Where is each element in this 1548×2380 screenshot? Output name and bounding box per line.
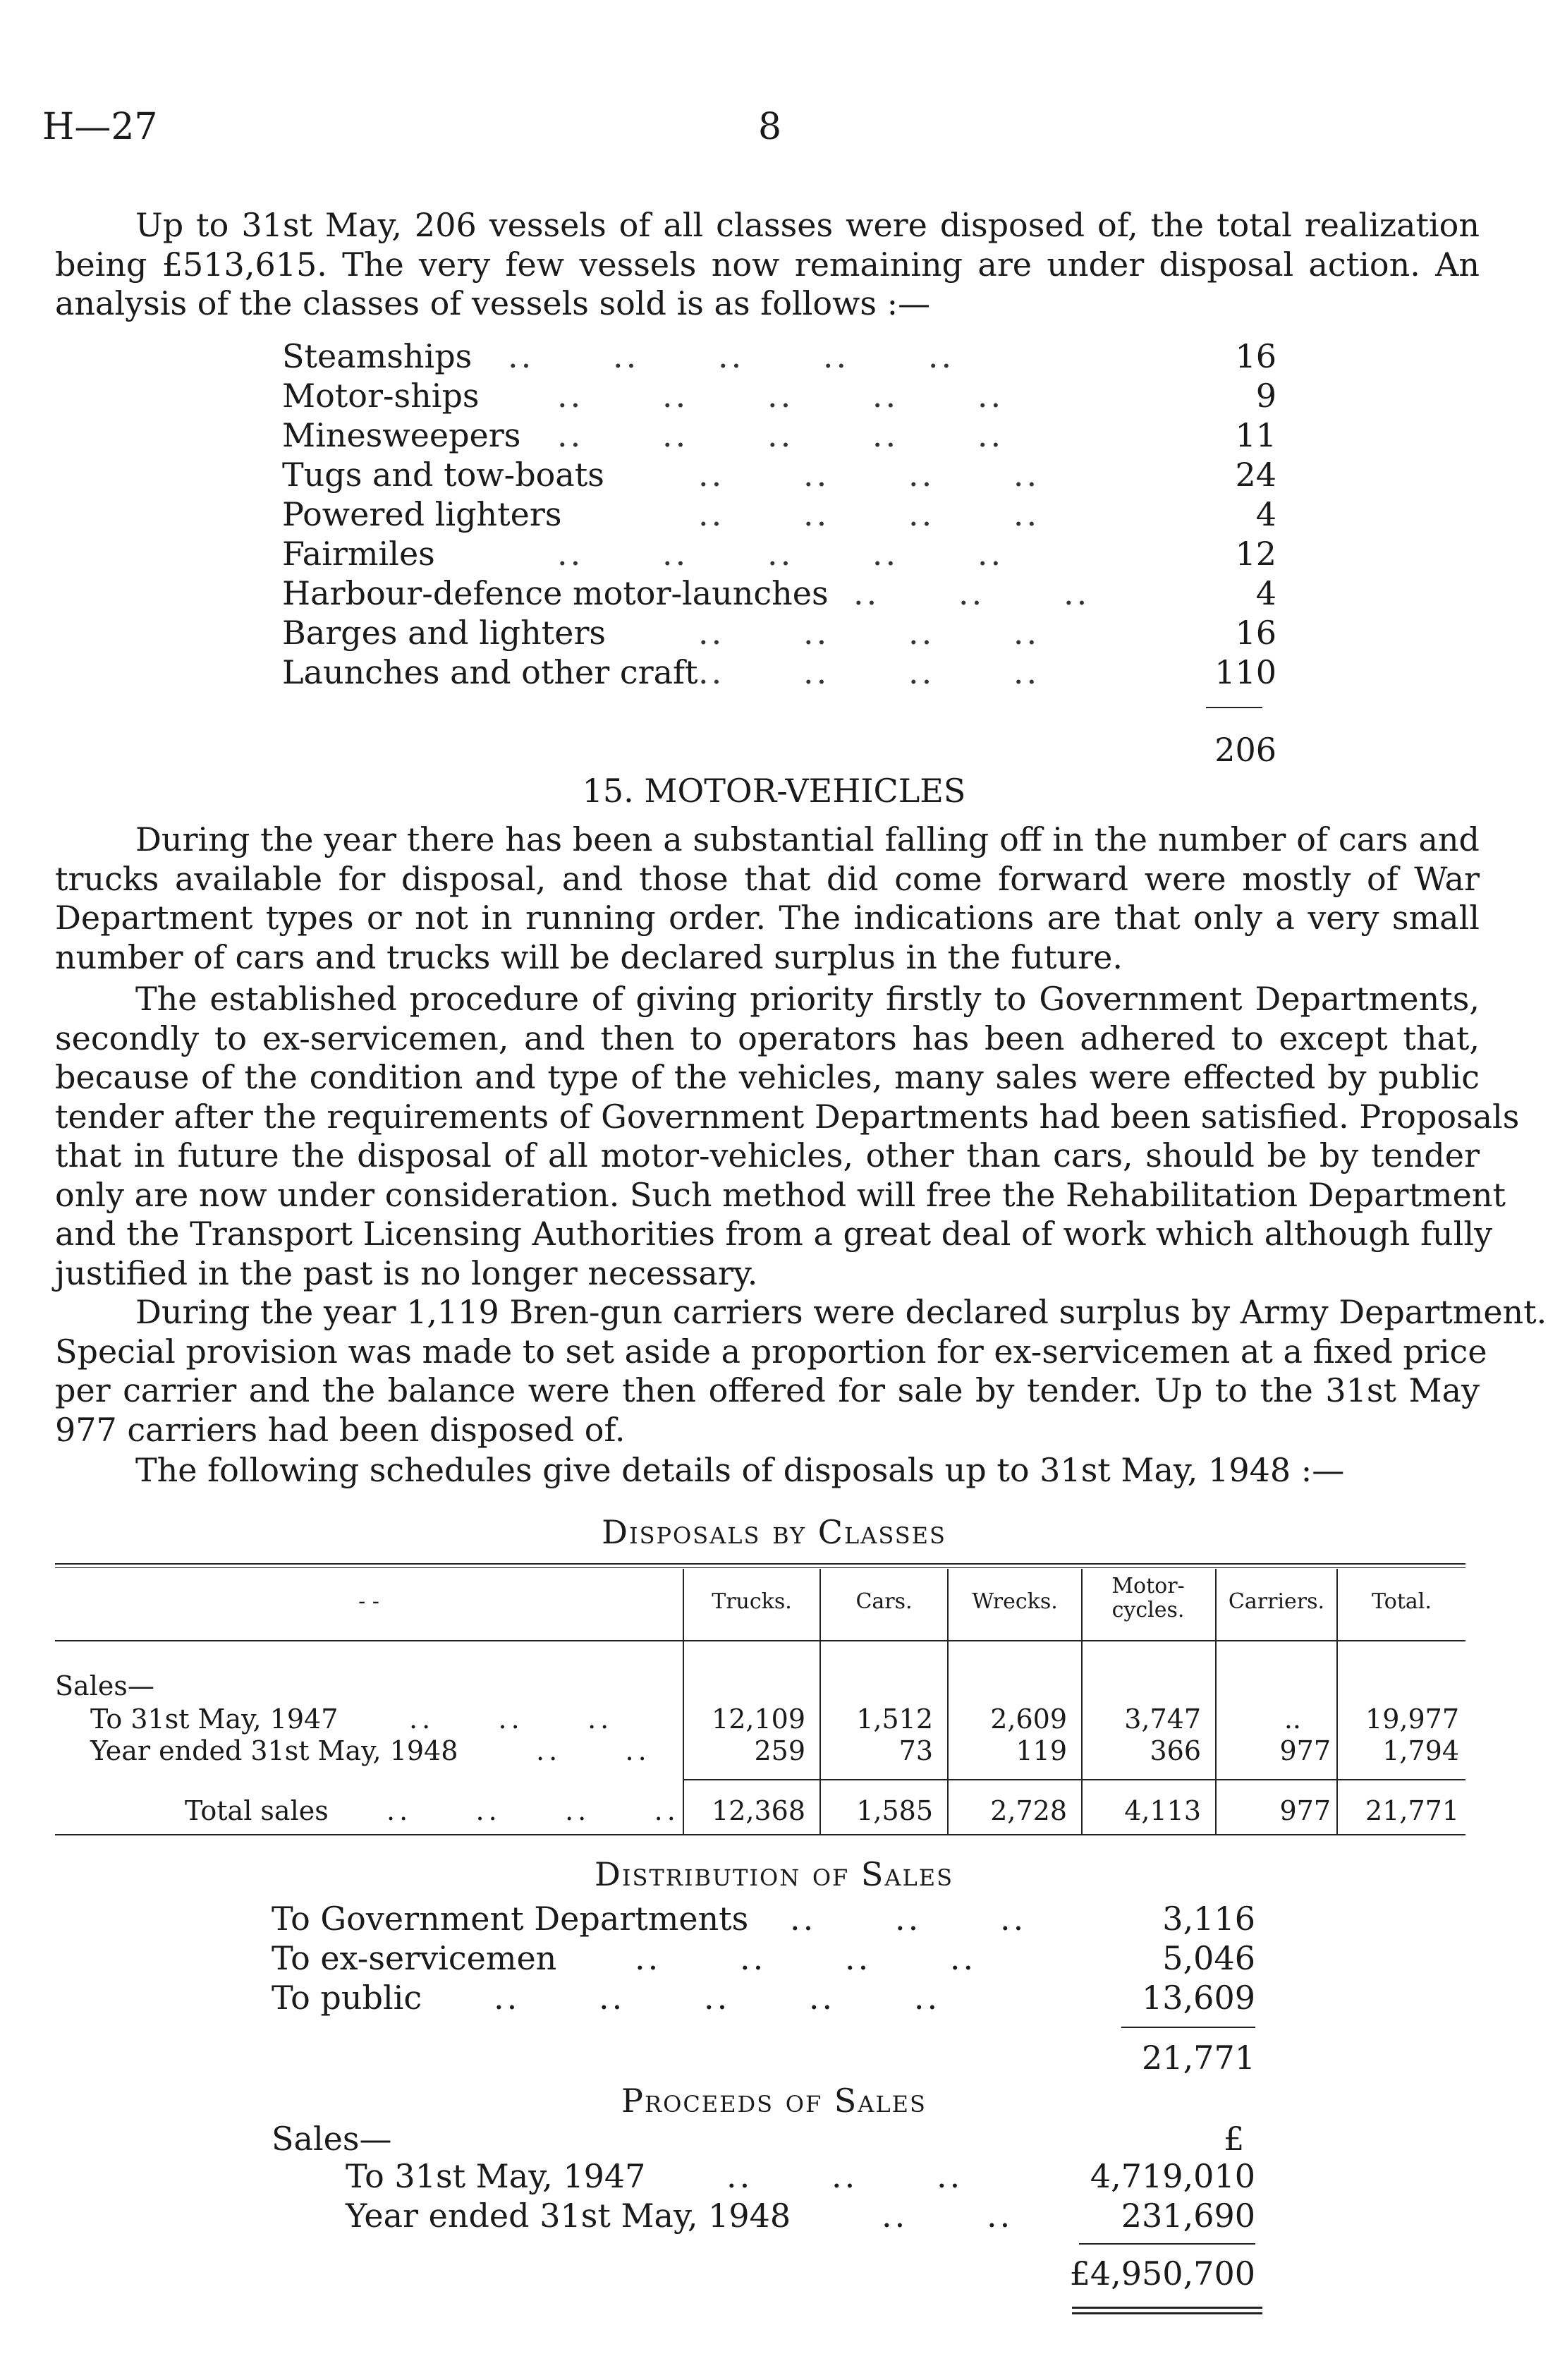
paragraph [55,1293,1547,1450]
cell: 3,747 [1124,1704,1201,1735]
cell: 19,977 [1365,1704,1459,1735]
vessel-label: Fairmiles [282,535,435,573]
schedules-intro: The following schedules give details of disposals up to 31st May, 1948 :— [135,1451,1345,1489]
vessel-count: 11 [1235,416,1276,454]
row-label: To 31st May, 1947 [90,1704,339,1735]
proceeds-value: 4,719,010 [1090,2157,1255,2195]
column-header: Wrecks. [972,1589,1058,1614]
subtotal-rule [684,1779,1465,1780]
intro-line: Up to 31st May, 206 vessels of all classes were disposed of, the total realization [135,206,1480,244]
proceeds-rule [1079,2243,1255,2245]
leader-dots: .. .. .. [726,2157,963,2195]
table-head-rule [55,1640,1465,1641]
cell: 1,512 [856,1704,933,1735]
cell: 366 [1150,1735,1201,1766]
paragraph-line: Special provision was made to set aside a proportion for ex-servicemen at a fixed price [55,1332,1487,1371]
paragraph-line: tender after the requirements of Government Departments had been satisfied. Proposals [55,1097,1520,1136]
proceeds-group-label: Sales— [272,2120,392,2158]
vessel-label: Powered lighters [282,495,562,533]
distribution-rule [1121,2027,1255,2028]
vessel-label: Tugs and tow-boats [282,456,604,494]
paragraph-line: justified in the past is no longer necessary. [55,1253,758,1292]
page-number: 8 [758,106,782,148]
paragraph [55,980,1520,1293]
paragraph-line: and the Transport Licensing Authorities from a great deal of work which although fully [55,1215,1493,1253]
cell: 977 [1279,1735,1331,1766]
leader-dots: .. .. [882,2197,1013,2235]
total-cell: 4,113 [1124,1795,1201,1826]
paragraph-line: trucks available for disposal, and those that did come forward were mostly of War [55,859,1480,898]
column-header: Carriers. [1228,1589,1325,1614]
cell: 12,109 [712,1704,805,1735]
group-label: Sales— [55,1670,154,1701]
distribution-value: 5,046 [1162,1939,1255,1977]
paragraph-line: During the year 1,119 Bren-gun carriers were declared surplus by Army Department. [135,1293,1547,1331]
vessel-count: 9 [1255,377,1276,415]
paragraph-line: number of cars and trucks will be declared surplus in the future. [55,937,1123,976]
blank-header: - - [358,1589,379,1614]
total-cell: 977 [1279,1795,1331,1826]
proceeds-value: 231,690 [1121,2197,1255,2235]
row-label: Year ended 31st May, 1948 [90,1735,458,1766]
leader-dots: .. .. .. .. .. [494,1979,941,2017]
leader-dots: .. .. [536,1735,651,1766]
section-title: 15. MOTOR-VEHICLES [582,772,966,810]
proceeds-title: Proceeds of Sales [621,2082,927,2120]
total-label: Total sales [185,1795,329,1826]
total-cell: 12,368 [712,1795,805,1826]
paragraph-line: Department types or not in running order. The indications are that only a very small [55,899,1480,937]
vessel-row: Fairmiles .. .. .. .. .. 12 [282,535,1276,573]
intro-line: being £513,615. The very few vessels now remaining are under disposal action. An [55,245,1480,284]
paragraph-line: per carrier and the balance were then offered for sale by tender. Up to the 31st May [55,1371,1480,1409]
vessels-total: 206 [1214,731,1276,769]
double-rule-top [1072,2307,1262,2309]
paragraph-line: During the year there has been a substantial falling off in the number of cars and [135,820,1480,858]
vessel-count: 16 [1235,337,1276,375]
vessel-row: Powered lighters .. .. .. .. 4 [282,495,1276,533]
table-top-rule-2 [55,1567,1465,1568]
currency-symbol: £ [1224,2120,1245,2158]
vessel-count: 16 [1235,614,1276,652]
vessel-count: 4 [1255,495,1276,533]
vessel-label: Harbour-defence motor-launches [282,574,829,612]
cell: 259 [754,1735,805,1766]
vessel-label: Minesweepers [282,416,521,454]
vessel-row: Motor-ships .. .. .. .. .. 9 [282,377,1276,415]
proceeds-label: To 31st May, 1947 [346,2157,646,2195]
table-title: Disposals by Classes [602,1513,946,1551]
distribution-total: 21,771 [1142,2039,1255,2077]
paragraph-line: 977 carriers had been disposed of. [55,1410,626,1449]
paragraph-line: The established procedure of giving priority firstly to Government Departments, [135,980,1480,1018]
distribution-value: 3,116 [1162,1900,1255,1938]
total-cell: 21,771 [1365,1795,1459,1826]
intro-line: analysis of the classes of vessels sold is as follows :— [55,284,931,322]
vessel-count: 24 [1235,456,1276,494]
cell: 2,609 [990,1704,1067,1735]
document-code: H—27 [42,106,158,148]
paragraph [55,820,1480,977]
proceeds-label: Year ended 31st May, 1948 [346,2197,791,2235]
distribution-label: To ex-servicemen [272,1939,557,1977]
paragraph-line: that in future the disposal of all motor-vehicles, other than cars, should be by tender [55,1136,1480,1174]
proceeds-total: £4,950,700 [1069,2254,1255,2293]
column-header: Total. [1372,1589,1432,1614]
total-cell: 1,585 [856,1795,933,1826]
vessel-row: Launches and other craft .. .. .. .. 110 [282,653,1276,691]
vessel-row: Steamships .. .. .. .. .. 16 [282,337,1276,375]
total-rule [1206,707,1262,708]
leader-dots: .. .. .. [790,1900,1027,1938]
leader-dots: .. .. .. [409,1704,614,1735]
column-rule [1081,1569,1083,1834]
vessel-row: Harbour-defence motor-launches .. .. .. 4 [282,574,1276,612]
column-header: Motor-cycles. [1111,1574,1185,1622]
vessel-label: Steamships [282,337,473,375]
vessel-row: Tugs and tow-boats .. .. .. .. 24 [282,456,1276,494]
intro-paragraph [55,206,1480,324]
cell: 119 [1016,1735,1067,1766]
cell: .. [1284,1704,1301,1735]
paragraph-line: secondly to ex-servicemen, and then to operators has been adhered to except that, [55,1019,1480,1057]
distribution-value: 13,609 [1142,1979,1255,2017]
vessel-label: Launches and other craft [282,653,698,691]
column-header: Cars. [855,1589,913,1614]
vessel-label: Barges and lighters [282,614,607,652]
distribution-title: Distribution of Sales [594,1855,954,1893]
vessel-count: 110 [1214,653,1276,691]
leader-dots: .. .. .. .. [635,1939,977,1977]
column-header: Trucks. [712,1589,792,1614]
table-bottom-rule [55,1834,1465,1835]
distribution-label: To Government Departments [272,1900,749,1938]
double-rule-bottom [1072,2312,1262,2314]
table-top-rule [55,1563,1465,1565]
distribution-label: To public [272,1979,422,2017]
total-cell: 2,728 [990,1795,1067,1826]
vessel-row: Barges and lighters .. .. .. .. 16 [282,614,1276,652]
leader-dots: .. .. .. .. [386,1795,680,1826]
vessel-row: Minesweepers .. .. .. .. .. 11 [282,416,1276,454]
vessel-count: 12 [1235,535,1276,573]
vessel-label: Motor-ships [282,377,480,415]
cell: 1,794 [1382,1735,1459,1766]
paragraph-line: because of the condition and type of the vehicles, many sales were effected by public [55,1058,1480,1096]
paragraph-line: only are now under consideration. Such method will free the Rehabilitation Department [55,1175,1506,1214]
vessel-count: 4 [1255,574,1276,612]
cell: 73 [898,1735,933,1766]
